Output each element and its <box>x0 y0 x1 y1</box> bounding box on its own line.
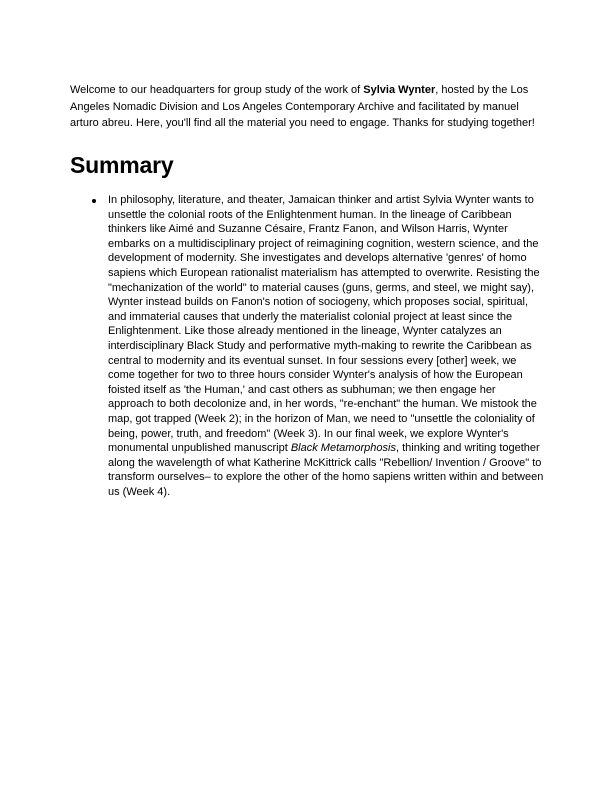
document-content <box>70 82 544 498</box>
intro-paragraph <box>70 82 544 132</box>
bullet-point-icon <box>92 199 96 203</box>
summary-text-part-2: , thinking and writing together along the wavelength of what Katherine McKittrick calls "Rebellion/ Invention / Groove" to transform ourselves– to explore the other of the homo sapiens written within and between us (Week 4). <box>108 442 544 498</box>
summary-text-part-1: In philosophy, literature, and theater, Jamaican thinker and artist Sylvia Wynter wants to unsettle the colonial roots of the Enlightenment human. In the lineage of Caribbean thinkers like Aimé and Suzanne Césaire, Frantz Fanon, and Wilson Harris, Wynter embarks on a multidisciplinary project of reimagining cognition, western science, and the development of modernity. She investigates and develops alternative 'genres' of homo sapiens which European rationalist materialism has attempted to overwrite. Resisting the "mechanization of the world" to material causes (guns, germs, and steel, we might say), Wynter instead builds on Fanon's notion of sociogeny, which proposes social, spiritual, and immaterial causes that underly the materialist colonial project at least since the Enlightenment. Like those already mentioned in the lineage, Wynter catalyzes an interdisciplinary Black Study and performative myth-making to rewrite the Caribbean as central to modernity and its eventual sunset. In four sessions every [other] week, we come together for two to three hours consider Wynter's analysis of how the European foisted itself as 'the Human,' and cast others as subhuman; we then engage her approach to both decolonize and, in her words, "re-enchant" the human. We mistook the map, got trapped (Week 2); in the horizon of Man, we need to "unsettle the coloniality of being, power, truth, and freedom" (Week 3). In our final week, we explore Wynter's monumental unpublished manuscript <box>108 194 540 455</box>
intro-text-after-bold: , hosted by the Los Angeles Nomadic Division and Los Angeles Contemporary Archive and facilitated by manuel arturo abreu. Here, you'll find all the material you need to engage. Thanks for studying together! <box>70 84 535 129</box>
manuscript-title: Black Metamorphosis <box>290 442 396 455</box>
page-title: Summary <box>70 152 174 178</box>
list-item <box>70 193 544 499</box>
intro-text-before-bold: Welcome to our headquarters for group study of the work of <box>70 84 364 96</box>
intro-subject-name: Sylvia Wynter <box>363 84 436 96</box>
summary-list <box>70 193 544 499</box>
